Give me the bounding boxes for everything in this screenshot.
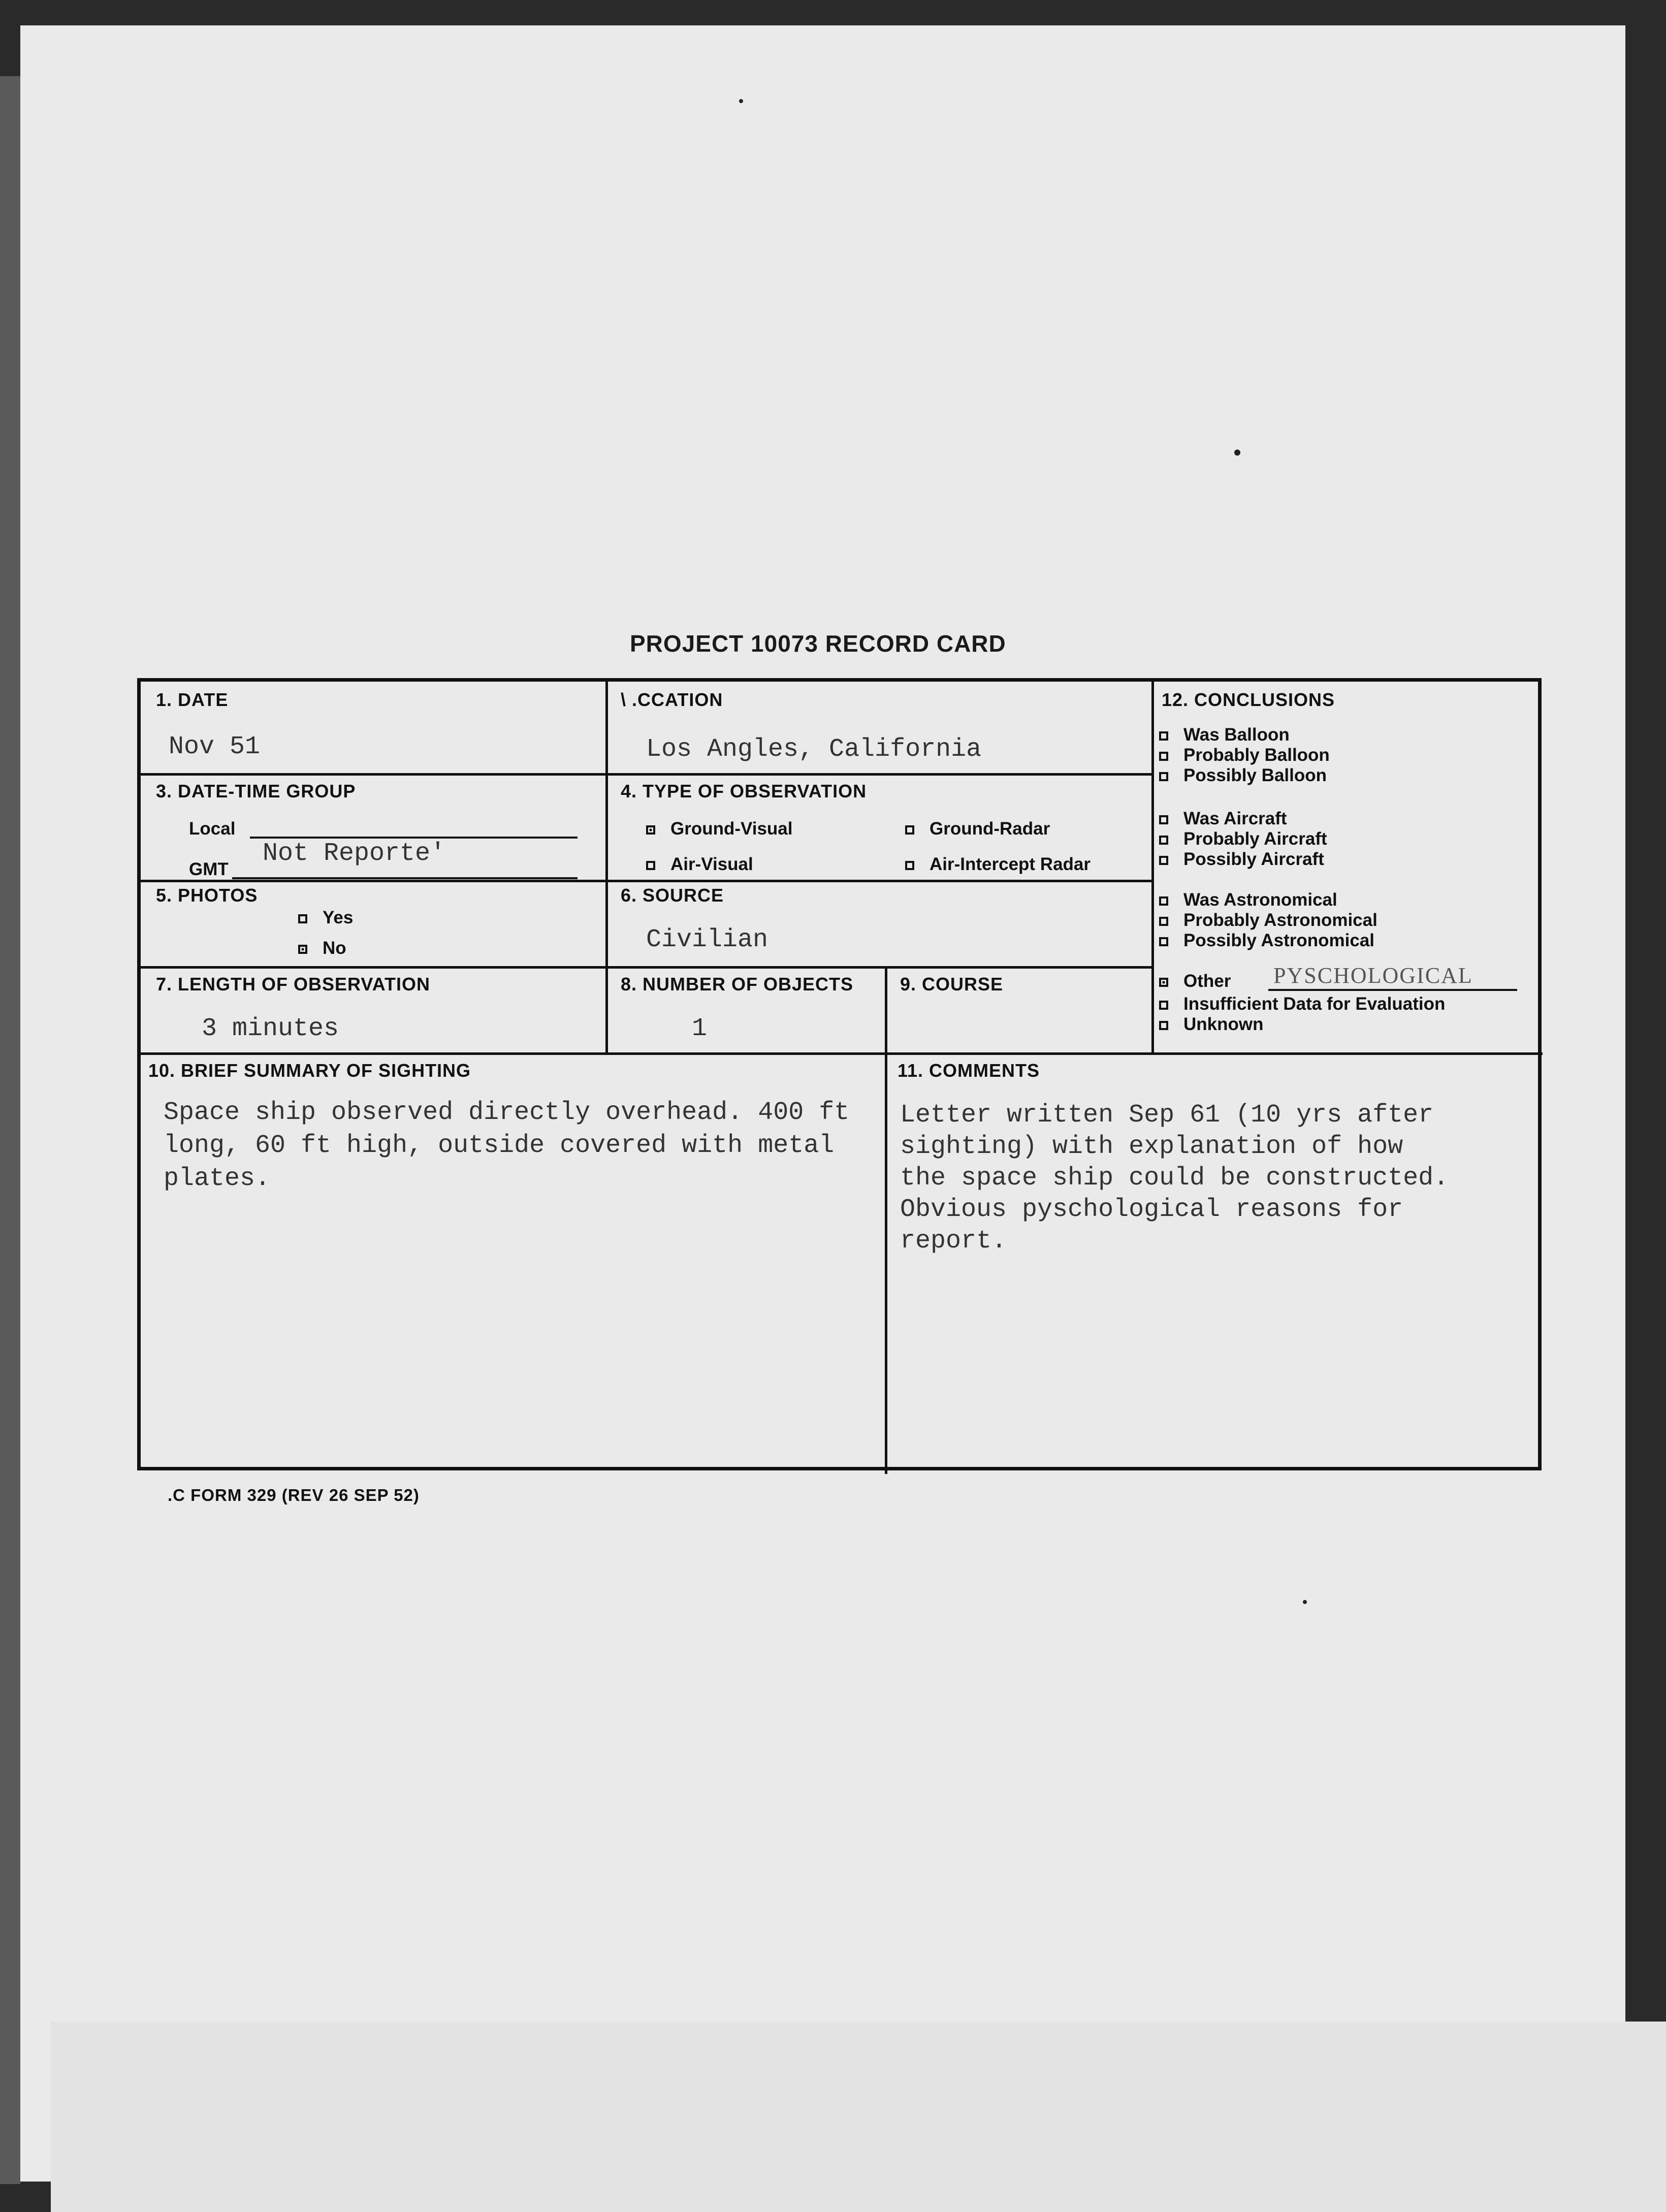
conclusion-probably-astronomical[interactable]: Probably Astronomical xyxy=(1159,910,1377,931)
option-ground-radar[interactable]: Ground-Radar xyxy=(905,819,1050,839)
checkbox-icon xyxy=(646,825,655,835)
record-card xyxy=(137,678,1542,1470)
photos-yes[interactable]: Yes xyxy=(298,908,353,928)
conclusion-was-aircraft[interactable]: Was Aircraft xyxy=(1159,809,1287,829)
comments-label: 11. COMMENTS xyxy=(898,1060,1040,1081)
summary-line: plates. xyxy=(164,1164,271,1193)
checkbox-icon xyxy=(905,861,914,870)
checkbox-icon xyxy=(1159,815,1168,824)
conclusion-probably-aircraft[interactable]: Probably Aircraft xyxy=(1159,829,1327,849)
scan-speck xyxy=(1303,1600,1307,1604)
number-of-objects-value: 1 xyxy=(692,1014,708,1043)
checkbox-icon xyxy=(1159,917,1168,926)
divider xyxy=(141,1052,1543,1055)
other-value: PYSCHOLOGICAL xyxy=(1273,963,1473,988)
scan-speck xyxy=(1234,450,1240,456)
summary-line: Space ship observed directly overhead. 400 ft xyxy=(164,1098,850,1127)
location-label: \ .CCATION xyxy=(621,689,723,710)
date-time-group-label: 3. DATE-TIME GROUP xyxy=(156,781,356,802)
checkbox-icon xyxy=(905,825,914,835)
comment-line: Letter written Sep 61 (10 yrs after xyxy=(900,1101,1434,1130)
checkbox-icon xyxy=(1159,856,1168,865)
comment-line: Obvious pyschological reasons for xyxy=(900,1195,1403,1224)
conclusion-unknown[interactable]: Unknown xyxy=(1159,1014,1263,1035)
other-blank xyxy=(1268,989,1517,991)
checkbox-icon xyxy=(1159,731,1168,741)
summary-line: long, 60 ft high, outside covered with metal xyxy=(164,1131,835,1160)
date-value: Nov 51 xyxy=(169,732,261,761)
divider xyxy=(605,682,608,1052)
option-ground-visual[interactable]: Ground-Visual xyxy=(646,819,793,839)
scan-left-edge xyxy=(0,76,20,2184)
checkbox-icon xyxy=(1159,1001,1168,1010)
location-value: Los Angles, California xyxy=(646,735,982,764)
photos-no[interactable]: No xyxy=(298,938,346,958)
course-label: 9. COURSE xyxy=(900,974,1004,995)
gmt-label: GMT xyxy=(189,859,229,879)
length-of-observation-label: 7. LENGTH OF OBSERVATION xyxy=(156,974,431,995)
divider xyxy=(141,880,1151,882)
checkbox-icon xyxy=(1159,896,1168,906)
checkbox-icon xyxy=(298,914,307,923)
form-identifier: .C FORM 329 (REV 26 SEP 52) xyxy=(168,1486,420,1504)
conclusion-probably-balloon[interactable]: Probably Balloon xyxy=(1159,745,1330,765)
conclusion-possibly-balloon[interactable]: Possibly Balloon xyxy=(1159,765,1327,786)
brief-summary-label: 10. BRIEF SUMMARY OF SIGHTING xyxy=(148,1060,471,1081)
photos-label: 5. PHOTOS xyxy=(156,885,258,906)
divider xyxy=(141,966,1151,969)
length-of-observation-value: 3 minutes xyxy=(202,1014,339,1043)
gmt-value: Not Reporte' xyxy=(263,839,446,868)
checkbox-icon xyxy=(1159,978,1168,987)
conclusion-other[interactable]: Other xyxy=(1159,971,1231,991)
conclusion-was-astronomical[interactable]: Was Astronomical xyxy=(1159,890,1337,910)
comment-line: report. xyxy=(900,1227,1007,1256)
checkbox-icon xyxy=(1159,836,1168,845)
scan-speck xyxy=(739,99,743,103)
conclusion-possibly-astronomical[interactable]: Possibly Astronomical xyxy=(1159,931,1374,951)
local-label: Local xyxy=(189,819,236,839)
checkbox-icon xyxy=(1159,752,1168,761)
checkbox-icon xyxy=(1159,937,1168,946)
comment-line: the space ship could be constructed. xyxy=(900,1164,1449,1193)
checkbox-icon xyxy=(646,861,655,870)
conclusion-was-balloon[interactable]: Was Balloon xyxy=(1159,725,1290,745)
conclusions-label: 12. CONCLUSIONS xyxy=(1162,689,1335,710)
scan-bottom-edge xyxy=(51,2022,1666,2212)
number-of-objects-label: 8. NUMBER OF OBJECTS xyxy=(621,974,854,995)
divider xyxy=(885,966,887,1474)
divider xyxy=(1151,682,1154,1052)
local-blank xyxy=(250,837,578,839)
source-label: 6. SOURCE xyxy=(621,885,724,906)
type-of-observation-label: 4. TYPE OF OBSERVATION xyxy=(621,781,867,802)
date-label: 1. DATE xyxy=(156,689,229,710)
source-value: Civilian xyxy=(646,925,768,954)
gmt-blank xyxy=(232,877,578,879)
conclusion-possibly-aircraft[interactable]: Possibly Aircraft xyxy=(1159,849,1324,870)
comment-line: sighting) with explanation of how xyxy=(900,1132,1403,1161)
option-air-visual[interactable]: Air-Visual xyxy=(646,854,753,875)
conclusion-insufficient-data[interactable]: Insufficient Data for Evaluation xyxy=(1159,994,1445,1014)
card-title: PROJECT 10073 RECORD CARD xyxy=(630,630,1006,657)
checkbox-icon xyxy=(298,945,307,954)
checkbox-icon xyxy=(1159,772,1168,781)
checkbox-icon xyxy=(1159,1021,1168,1030)
divider xyxy=(141,773,1151,776)
option-air-intercept-radar[interactable]: Air-Intercept Radar xyxy=(905,854,1091,875)
